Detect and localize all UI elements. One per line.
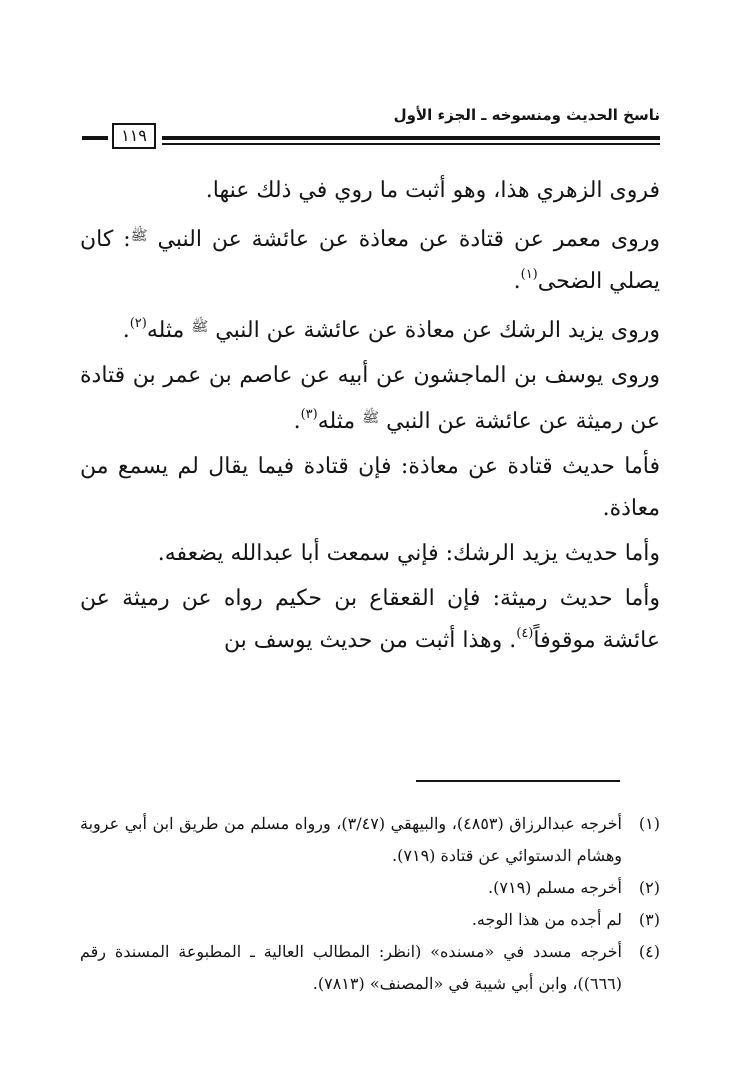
footnote-marker: (٤) [516, 626, 534, 641]
salawat-symbol: ﷺ [362, 410, 380, 426]
footnote-item [80, 872, 660, 904]
paragraph-2-end: . [513, 269, 521, 294]
paragraph-4-text: وروى يوسف بن الماجشون عن أبيه عن عاصم بن عمر بن قتادة عن رميثة عن عائشة عن النبي [80, 363, 660, 434]
paragraph-7-text-cont: . وهذا أثبت من حديث يوسف بن [223, 628, 517, 653]
paragraph-5 [80, 446, 660, 530]
footnote-number: (٤) [638, 942, 660, 961]
footnote-number: (٢) [638, 878, 660, 897]
footnote-marker: (٣) [300, 407, 318, 422]
paragraph-2-text-cont: : كان يصلي الضحى [80, 227, 660, 294]
paragraph-2 [80, 215, 660, 303]
paragraph-1 [80, 170, 660, 212]
footnotes [80, 808, 660, 1000]
paragraph-3-text: وروى يزيد الرشك عن معاذة عن عائشة عن النبي [215, 318, 660, 343]
footnote-item [80, 904, 660, 936]
paragraph-4-end: . [293, 409, 301, 434]
paragraph-3-text-cont: مثله [146, 318, 192, 343]
footnote-marker: (١) [520, 267, 538, 282]
header-rule-thin [162, 143, 660, 145]
paragraph-6-text: وأما حديث يزيد الرشك: فإني سمعت أبا عبدالله يضعفه. [157, 541, 660, 566]
paragraph-4-text-cont: مثله [317, 409, 363, 434]
paragraph-4 [80, 355, 660, 443]
header-rule-thick [162, 136, 660, 140]
salawat-symbol: ﷺ [130, 228, 148, 244]
footnote-separator [416, 780, 620, 782]
paragraph-3-end: . [122, 318, 130, 343]
paragraph-6 [80, 533, 660, 575]
paragraph-5-text: فأما حديث قتادة عن معاذة: فإن قتادة فيما يقال لم يسمع من معاذة. [80, 454, 660, 521]
footnote-text: أخرجه عبدالرزاق (٤٨٥٣)، والبيهقي (٣/٤٧)، ورواه مسلم من طريق ابن أبي عروبة وهشام الدستوائي عن قتادة (٧١٩). [80, 814, 623, 865]
footnote-number: (١) [638, 814, 660, 833]
paragraph-1-text: فروى الزهري هذا، وهو أثبت ما روي في ذلك عنها. [205, 178, 660, 203]
footnote-number: (٣) [638, 910, 660, 929]
footnote-item [80, 808, 660, 872]
header-rule-dash [82, 136, 108, 140]
paragraph-7 [80, 578, 660, 662]
salawat-symbol: ﷺ [191, 319, 209, 335]
footnote-text: لم أجده من هذا الوجه. [471, 910, 622, 929]
paragraph-7-text: وأما حديث رميثة: فإن القعقاع بن حكيم رواه عن رميثة عن عائشة موقوفاً [80, 586, 660, 653]
page-header [82, 100, 660, 152]
paragraph-2-text: وروى معمر عن قتادة عن معاذة عن عائشة عن النبي [157, 227, 660, 252]
footnote-item [80, 936, 660, 1000]
footnote-marker: (٢) [129, 316, 147, 331]
footnote-text: أخرجه مسدد في «مسنده» (انظر: المطالب العالية ـ المطبوعة المسندة رقم (٦٦٦))، وابن أبي شيبة في «المصنف» (٧٨١٣). [80, 942, 622, 993]
running-title: ناسخ الحديث ومنسوخه ـ الجزء الأول [393, 106, 660, 124]
paragraph-3 [80, 306, 660, 352]
page-number: ١١٩ [112, 123, 156, 149]
main-text [80, 170, 660, 662]
footnote-text: أخرجه مسلم (٧١٩). [488, 878, 622, 897]
